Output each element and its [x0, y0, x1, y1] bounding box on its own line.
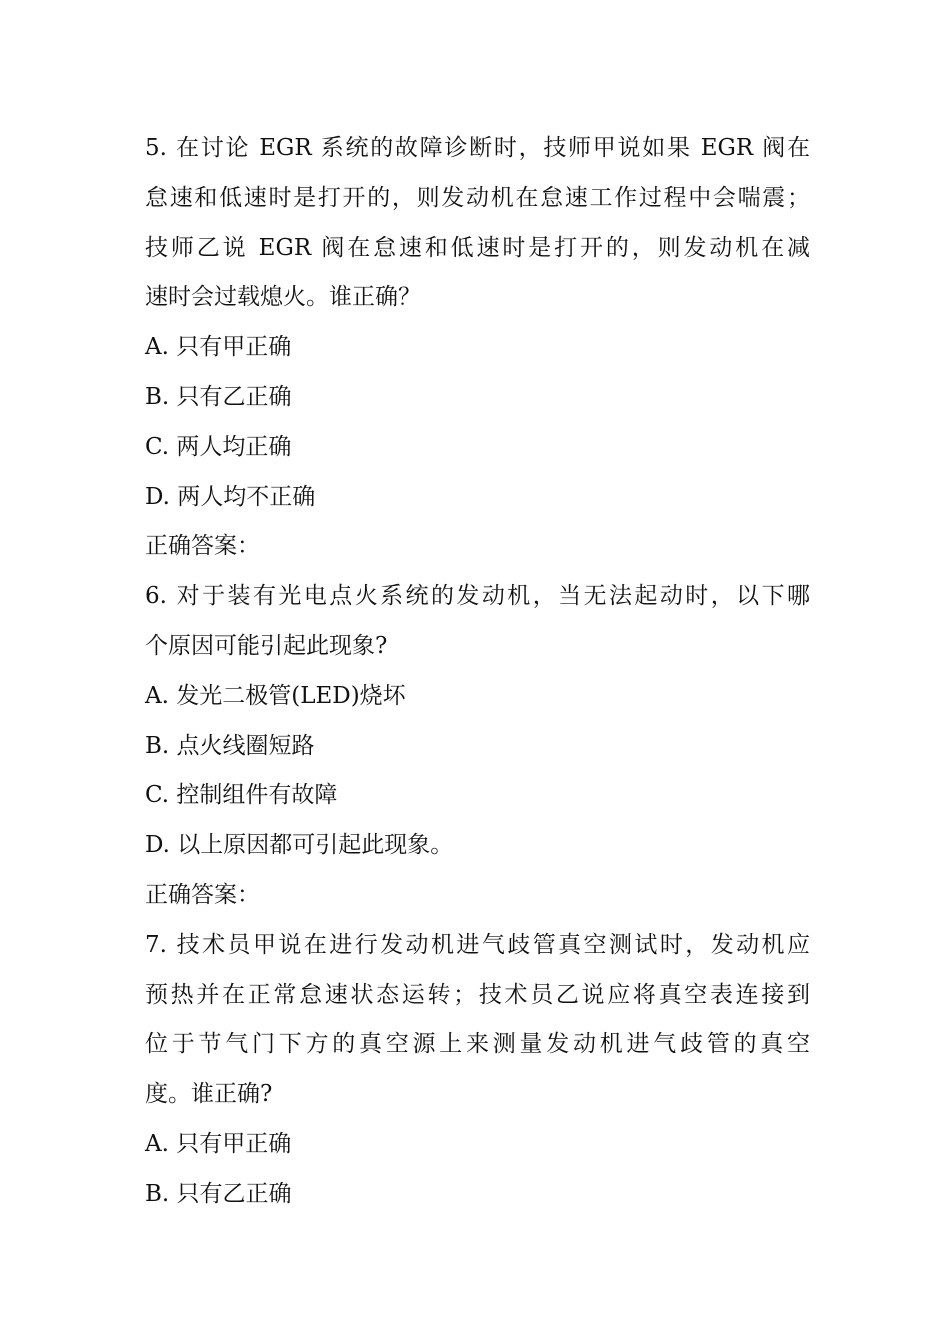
- q7-option-b: B. 只有乙正确: [145, 1180, 292, 1207]
- document-body: [145, 124, 810, 1220]
- q6-stem-line-1: 6. 对于装有光电点火系统的发动机，当无法起动时，以下哪: [145, 583, 810, 610]
- q5-option-d: D. 两人均不正确: [145, 483, 316, 510]
- q5-stem-line-3: 技师乙说 EGR 阀在怠速和低速时是打开的，则发动机在减: [145, 234, 810, 261]
- q6-option-c: C. 控制组件有故障: [145, 782, 338, 809]
- q6-option-b: B. 点火线圈短路: [145, 732, 315, 759]
- q5-answer-label: 正确答案：: [145, 533, 260, 560]
- q7-stem-line-2: 预热并在正常怠速状态运转；技术员乙说应将真空表连接到: [145, 981, 810, 1008]
- q7-stem-line-4: 度。谁正确?: [145, 1081, 273, 1108]
- q6-stem-line-2: 个原因可能引起此现象?: [145, 632, 388, 659]
- q5-stem-line-4: 速时会过载熄火。谁正确？: [145, 284, 421, 311]
- q6-answer-label: 正确答案：: [145, 881, 260, 908]
- q5-stem-line-2: 怠速和低速时是打开的，则发动机在怠速工作过程中会喘震；: [145, 184, 810, 211]
- q7-option-a: A. 只有甲正确: [145, 1130, 292, 1157]
- q7-stem-line-1: 7. 技术员甲说在进行发动机进气歧管真空测试时，发动机应: [145, 931, 810, 958]
- q6-option-a: A. 发光二极管(LED)烧坏: [145, 682, 406, 709]
- q5-option-c: C. 两人均正确: [145, 433, 292, 460]
- q5-option-a: A. 只有甲正确: [145, 334, 292, 361]
- q6-option-d: D. 以上原因都可引起此现象。: [145, 832, 454, 859]
- q5-stem-line-1: 5. 在讨论 EGR 系统的故障诊断时，技师甲说如果 EGR 阀在: [145, 135, 810, 161]
- q7-stem-line-3: 位于节气门下方的真空源上来测量发动机进气歧管的真空: [145, 1031, 810, 1058]
- q5-option-b: B. 只有乙正确: [145, 383, 292, 410]
